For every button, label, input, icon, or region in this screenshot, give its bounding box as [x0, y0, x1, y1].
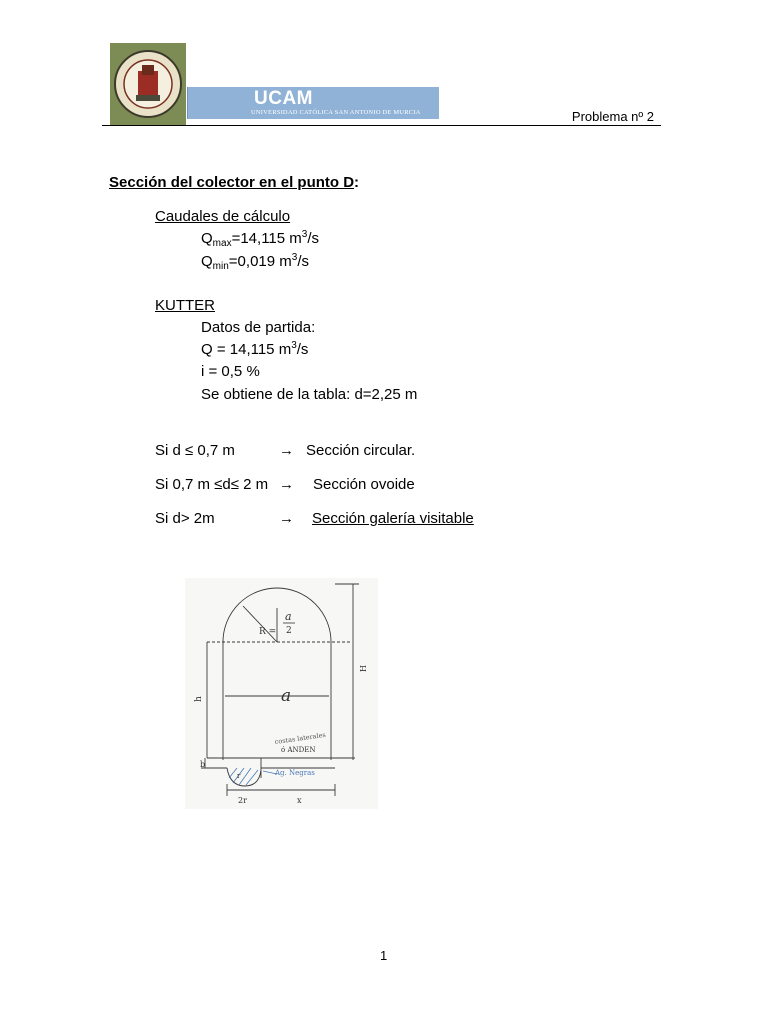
q-line: Q = 14,115 $m^3/s$ [201, 340, 309, 358]
x-label: x [297, 796, 302, 805]
gallery-section-drawing [185, 578, 378, 809]
note-anden: ó ANDEN [281, 746, 316, 754]
width-label: a [281, 686, 292, 706]
gallery-section-diagram [185, 578, 378, 809]
bench-b-label: b [200, 760, 206, 769]
result-1: Sección circular. [306, 442, 416, 459]
radius-label: R = [259, 627, 277, 637]
agua-label: Ag. Negras [275, 769, 315, 777]
page-number: 1 [380, 948, 388, 963]
condition-2: Si 0,7 m ≤d≤ 2 m [155, 476, 269, 493]
condition-3: Si d> 2m [155, 510, 215, 527]
arrow-icon: → [279, 510, 294, 527]
radius-fraction-den: 2 [286, 626, 292, 636]
result-2: Sección ovoide [313, 476, 415, 493]
condition-1: Si d ≤ 0,7 m [155, 442, 235, 459]
qmax-line: $Q_{max}=14,115$ $m^3/s$ [201, 229, 320, 249]
university-seal-logo [110, 43, 186, 125]
note-costas: costas laterales [274, 730, 327, 746]
university-banner [187, 87, 439, 119]
height-h-label: h [194, 696, 204, 702]
arrow-icon: → [279, 442, 294, 459]
arrow-icon: → [279, 476, 294, 493]
slope-line: i = 0,5 % [201, 363, 260, 380]
problem-label: Problema nº 2 [571, 109, 654, 124]
radius-fraction-num: a [285, 610, 292, 623]
two-r-label: 2r [238, 796, 247, 805]
result-3: Sección galería visitable [312, 510, 474, 527]
channel-r-label: r [237, 772, 241, 780]
caudales-heading: Caudales de cálculo [155, 208, 291, 225]
banner-title: UCAM [254, 88, 313, 109]
banner-subtitle: UNIVERSIDAD CATÓLICA SAN ANTONIO DE MURCIA [251, 109, 421, 116]
datos-partida: Datos de partida: [201, 319, 316, 336]
seal-icon [112, 45, 184, 123]
table-result-line: Se obtiene de la tabla: d=2,25 m [201, 386, 418, 403]
kutter-heading: KUTTER [155, 297, 215, 314]
section-title: Sección del colector en el punto D: [109, 174, 360, 191]
header-divider [102, 125, 661, 126]
height-H-label: H [359, 665, 368, 672]
qmin-line: $Q_{min}=0,019$ $m^3/s$ [201, 252, 309, 272]
